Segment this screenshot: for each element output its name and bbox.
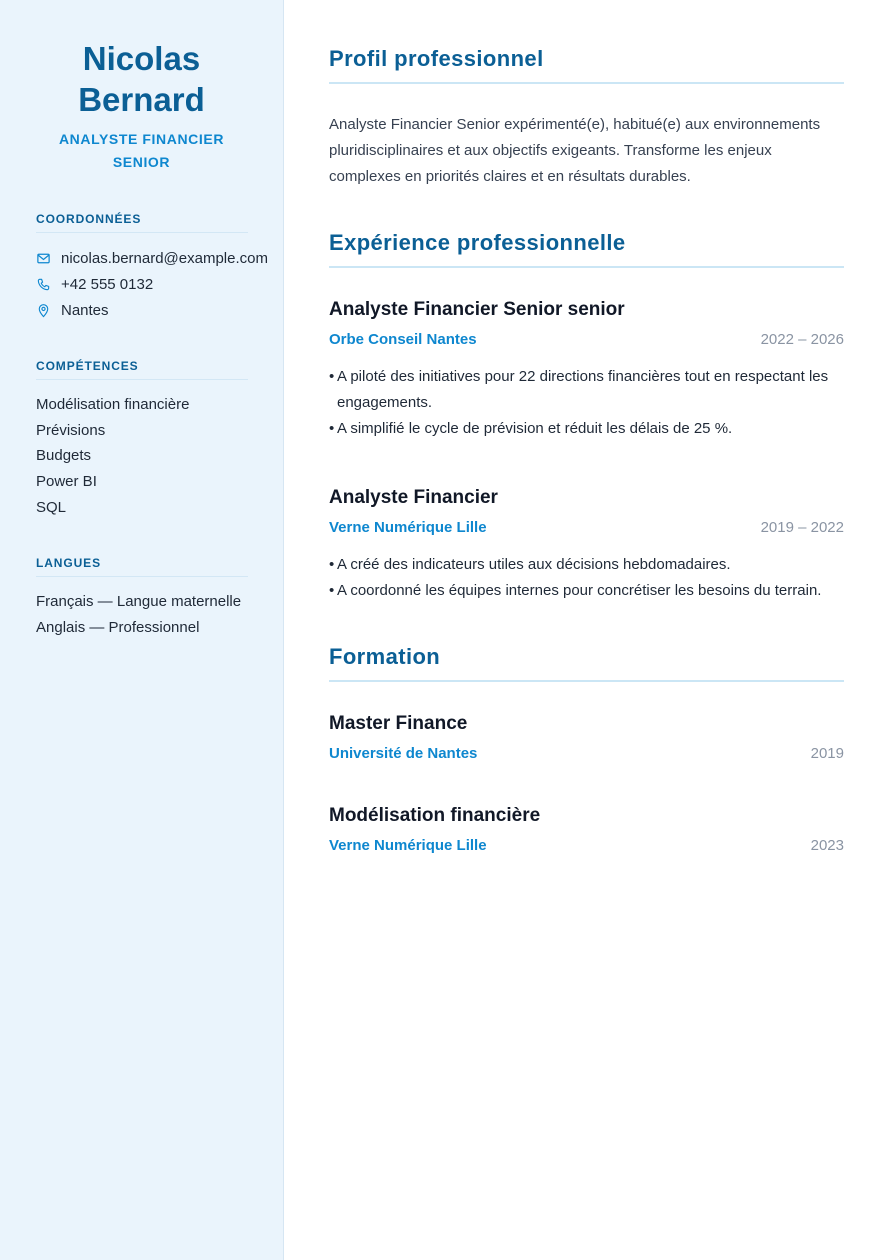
profile-heading: Profil professionnel [329, 46, 844, 84]
mail-icon [36, 251, 51, 266]
location-text: Nantes [61, 301, 109, 319]
skill-item: Power BI [36, 473, 97, 491]
job-entry [329, 298, 844, 442]
profile-text: Analyste Financier Senior expérimenté(e), habitué(e) aux environnements pluridisciplinaires et aux objectifs exigeants. Transforme les enjeux complexes en priorités claires et en résultats durables. [329, 116, 821, 185]
experience-section [329, 230, 844, 604]
email-row[interactable] [36, 245, 268, 271]
languages-section [36, 556, 247, 640]
job-title: Analyste Financier [329, 487, 498, 508]
location-row [36, 297, 247, 323]
school-name: Verne Numérique Lille [329, 837, 487, 854]
profile-section [329, 46, 844, 190]
school-name: Université de Nantes [329, 745, 478, 762]
skill-item: Prévisions [36, 421, 106, 439]
contact-heading: COORDONNÉES [36, 212, 248, 233]
job-bullets [329, 552, 844, 604]
degree-title: Modélisation financière [329, 805, 541, 826]
job-bullets [329, 364, 844, 442]
job-bullet: • A simplifié le cycle de prévision et réduit les délais de 25 %. [329, 416, 844, 442]
person-name: Nicolas Bernard [78, 40, 205, 118]
company-name: Verne Numérique Lille [329, 519, 487, 536]
phone-text: +42 555 0132 [61, 275, 154, 293]
skill-item: Budgets [36, 447, 92, 465]
language-item: Anglais — Professionnel [36, 619, 200, 637]
skills-heading: COMPÉTENCES [36, 359, 248, 380]
job-entry [329, 486, 844, 604]
job-dates: 2019 – 2022 [760, 519, 844, 536]
skills-section [36, 359, 247, 520]
education-heading: Formation [329, 644, 844, 682]
job-role: ANALYSTE FINANCIER SENIOR [58, 131, 225, 170]
skill-item: Modélisation financière [36, 396, 190, 413]
education-year: 2023 [810, 837, 844, 854]
languages-heading: LANGUES [36, 556, 248, 577]
education-entry [329, 804, 844, 856]
company-name: Orbe Conseil Nantes [329, 331, 477, 348]
map-pin-icon [36, 303, 51, 318]
phone-row[interactable] [36, 271, 247, 297]
language-item: Français — Langue maternelle [36, 593, 242, 611]
main-content [284, 0, 889, 1260]
degree-title: Master Finance [329, 713, 468, 734]
job-bullet: • A créé des indicateurs utiles aux décisions hebdomadaires. [329, 552, 844, 578]
phone-icon [36, 277, 51, 292]
job-bullet: • A coordonné les équipes internes pour concrétiser les besoins du terrain. [329, 578, 844, 604]
skill-item: SQL [36, 498, 67, 516]
email-text: nicolas.bernard@example.com [61, 249, 268, 267]
education-year: 2019 [810, 745, 844, 762]
education-section [329, 644, 844, 856]
experience-heading: Expérience professionnelle [329, 230, 844, 268]
job-bullet: • A piloté des initiatives pour 22 directions financières tout en respectant les engagements. [329, 364, 844, 416]
contact-section [36, 212, 268, 323]
education-entry [329, 712, 844, 764]
sidebar [0, 0, 284, 1260]
job-dates: 2022 – 2026 [760, 331, 844, 348]
job-title: Analyste Financier Senior senior [329, 299, 625, 320]
